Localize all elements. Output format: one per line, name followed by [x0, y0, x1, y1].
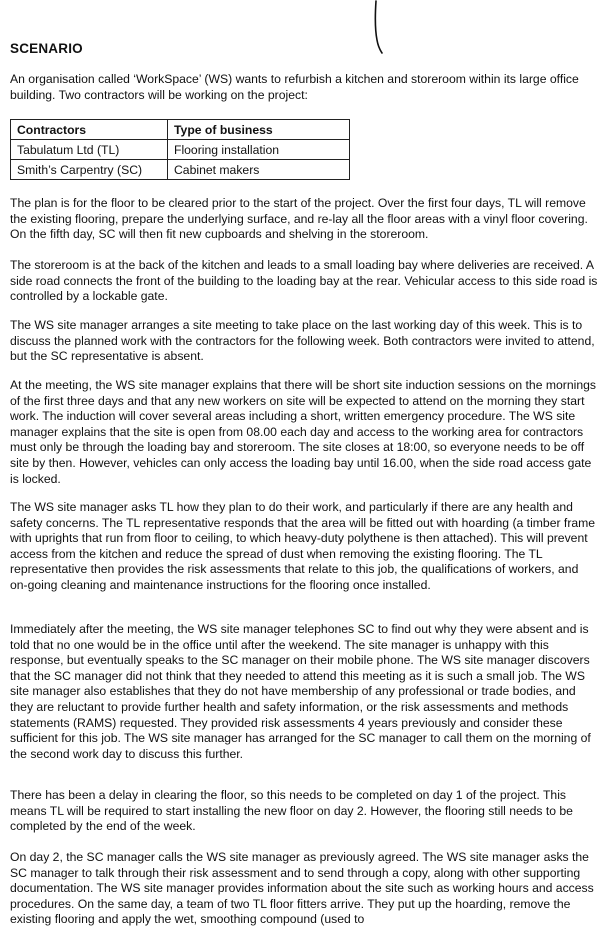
paragraph-plan: The plan is for the floor to be cleared prior to the start of the project. Over the first four days, TL will remove the existing flooring, prepare the underlying surface, and re-lay all the floor areas with a vinyl floor covering. On the fifth day, SC will then fit new cupboards and shelving in the storeroom.: [10, 196, 588, 242]
handwritten-pen-stroke: [370, 0, 390, 60]
table-row: [11, 140, 350, 160]
paragraph-storeroom: The storeroom is at the back of the kitchen and leads to a small loading bay where deliveries are received. A side road connects the front of the building to the loading bay at the rear. Vehicular access to this side road is controlled by a lockable gate.: [10, 258, 598, 304]
paragraph-tl-health-safety: The WS site manager asks TL how they plan to do their work, and particularly if there are any health and safety concerns. The TL representative responds that the area will be fitted out with hoarding (a timber frame with uprights that run from floor to ceiling, to which heavy-duty polythene is then attached). This will prevent access from the kitchen and reduce the spread of dust when removing the existing flooring. The TL representative then provides the risk assessments that relate to this job, the qualifications of workers, and on-going cleaning and maintenance instructions for the flooring once installed.: [10, 500, 596, 592]
table-cell-contractor: Tabulatum Ltd (TL): [11, 140, 168, 160]
table-header-type-of-business: Type of business: [168, 120, 350, 140]
table-cell-business-type: Flooring installation: [168, 140, 350, 160]
intro-paragraph: An organisation called ‘WorkSpace’ (WS) wants to refurbish a kitchen and storeroom within its large office building. Two contractors will be working on the project:: [10, 72, 579, 102]
table-header-row: [11, 120, 350, 140]
table-header-contractors: Contractors: [11, 120, 168, 140]
contractors-table: [10, 119, 350, 180]
paragraph-floor-delay: There has been a delay in clearing the floor, so this needs to be completed on day 1 of the project. This means TL will be required to start installing the new floor on day 2. However, the flooring still needs to be completed by the end of the week.: [10, 788, 573, 834]
table-cell-contractor: Smith’s Carpentry (SC): [11, 160, 168, 180]
paragraph-sc-phone-call: Immediately after the meeting, the WS site manager telephones SC to find out why they were absent and is told that no one would be in the office until after the weekend. The site manager is unhappy with this response, but eventually speaks to the SC manager on their mobile phone. The WS site manager discovers that the SC manager did not think that they needed to attend this meeting as it is such a small job. The WS site manager also establishes that they do not have membership of any professional or trade bodies, and they are reluctant to provide further health and safety information, or the risk assessments and methods statements (RAMS) requested. They provided risk assessments 4 years previously and consider these sufficient for this job. The WS site manager has arranged for the SC manager to call them on the morning of the second work day to discuss this further.: [10, 622, 591, 761]
page-heading: SCENARIO: [10, 41, 83, 56]
paragraph-induction: At the meeting, the WS site manager explains that there will be short site induction sessions on the mornings of the first three days and that any new workers on site will be expected to attend on the morning they start work. The induction will cover several areas including a short, written emergency procedure. The WS site manager explains that the site is open from 08.00 each day and access to the working area for contractors must only be through the loading bay and storeroom. The site closes at 18:00, so everyone needs to be off site by then. However, vehicles can only access the loading bay until 16.00, when the side road access gate is locked.: [10, 378, 596, 486]
table-cell-business-type: Cabinet makers: [168, 160, 350, 180]
paragraph-site-meeting: The WS site manager arranges a site meeting to take place on the last working day of this week. This is to discuss the planned work with the contractors for the following week. Both contractors were invited to attend, but the SC representative is absent.: [10, 318, 595, 364]
table-row: [11, 160, 350, 180]
paragraph-day-two: On day 2, the SC manager calls the WS site manager as previously agreed. The WS site manager asks the SC manager to talk through their risk assessment and to send through a copy, along with other supporting documentation. The WS site manager provides information about the site such as working hours and access procedures. On the same day, a team of two TL floor fitters arrive. They put up the hoarding, remove the existing flooring and apply the wet, smoothing compound (used to: [10, 850, 594, 927]
